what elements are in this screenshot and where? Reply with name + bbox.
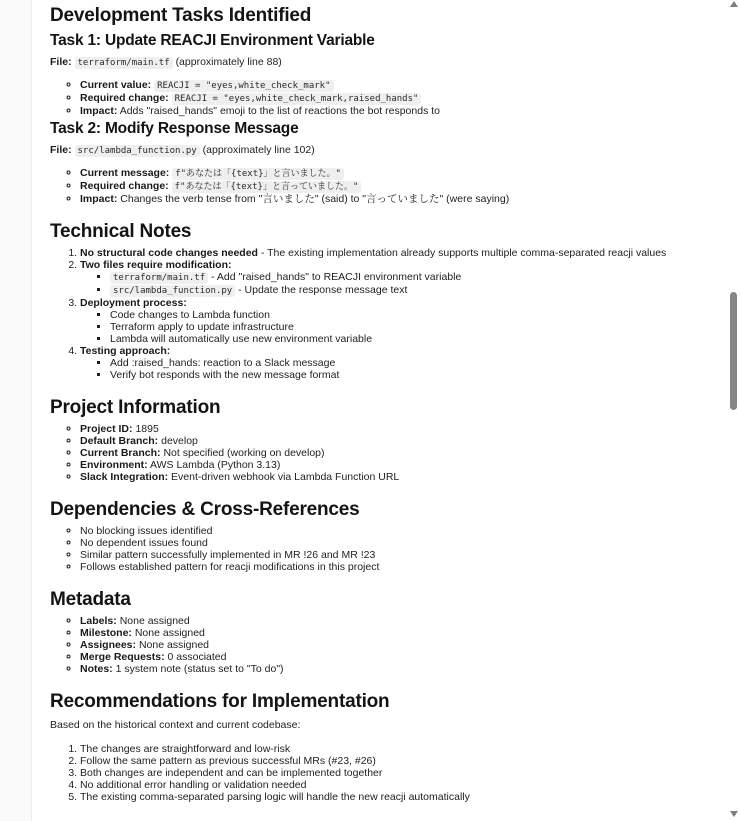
list-item: ▪ src/lambda_function.py - Update the response message text bbox=[110, 284, 720, 297]
list-item: 2. Follow the same pattern as previous successful MRs (#23, #26) bbox=[80, 755, 720, 767]
scroll-up-arrow-icon[interactable] bbox=[730, 1, 738, 7]
list-item: ◦ Follows established pattern for reacji modifications in this project bbox=[80, 561, 720, 573]
task1-title: Task 1: Update REACJI Environment Variable bbox=[50, 32, 375, 49]
list-item: ◦ Current Branch: Not specified (working on develop) bbox=[80, 447, 720, 459]
list-item: ▪ Code changes to Lambda function bbox=[110, 309, 720, 321]
list-item: ◦ Required change: f"あなたは「{text}」と言っていました。" bbox=[80, 180, 720, 193]
vertical-scrollbar[interactable] bbox=[728, 0, 740, 821]
list-item: ◦ Milestone: None assigned bbox=[80, 627, 720, 639]
task1-file: File: terraform/main.tf (approximately line 88) bbox=[50, 56, 282, 68]
list-item: ◦ Slack Integration: Event-driven webhook via Lambda Function URL bbox=[80, 471, 720, 483]
list-item: 2. Two files require modification: ▪ terraform/main.tf - Add "raised_hands" to REACJI environment variable ▪ src/lambda_function.py - Update the response message text bbox=[80, 259, 720, 297]
list-item: ◦ Labels: None assigned bbox=[80, 615, 720, 627]
scroll-down-arrow-icon[interactable] bbox=[730, 811, 738, 817]
list-item: 3. Both changes are independent and can be implemented together bbox=[80, 767, 720, 779]
list-item: ◦ Similar pattern successfully implemented in MR !26 and MR !23 bbox=[80, 549, 720, 561]
scrollbar-thumb[interactable] bbox=[730, 292, 737, 410]
list-item: ◦ Impact: Changes the verb tense from "言いました" (said) to "言っていました" (were saying) bbox=[80, 193, 720, 205]
list-item: 4. No additional error handling or validation needed bbox=[80, 779, 720, 791]
document-content bbox=[50, 0, 720, 803]
list-item: ▪ terraform/main.tf - Add "raised_hands" to REACJI environment variable bbox=[110, 271, 720, 284]
list-item: ◦ Current message: f"あなたは「{text}」と言いました。" bbox=[80, 167, 720, 180]
metadata-list bbox=[50, 615, 720, 675]
project-info-heading: Project Information bbox=[50, 397, 221, 418]
list-item: 1. The changes are straightforward and low-risk bbox=[80, 743, 720, 755]
list-item: ▪ Terraform apply to update infrastructure bbox=[110, 321, 720, 333]
metadata-heading: Metadata bbox=[50, 589, 131, 610]
list-item: ▪ Verify bot responds with the new message format bbox=[110, 369, 720, 381]
list-item: ◦ No dependent issues found bbox=[80, 537, 720, 549]
list-item: ◦ Impact: Adds "raised_hands" emoji to the list of reactions the bot responds to bbox=[80, 105, 720, 117]
task2-list bbox=[50, 167, 720, 205]
list-item: ◦ No blocking issues identified bbox=[80, 525, 720, 537]
project-info-list bbox=[50, 423, 720, 483]
dependencies-heading: Dependencies & Cross-References bbox=[50, 499, 360, 520]
list-item: ◦ Merge Requests: 0 associated bbox=[80, 651, 720, 663]
recommendations-intro: Based on the historical context and current codebase: bbox=[50, 719, 301, 731]
list-item: ◦ Assignees: None assigned bbox=[80, 639, 720, 651]
task1-list bbox=[50, 79, 720, 117]
list-item: ◦ Current value: REACJI = "eyes,white_check_mark" bbox=[80, 79, 720, 92]
recommendations-list bbox=[50, 743, 720, 803]
list-item: ◦ Required change: REACJI = "eyes,white_check_mark,raised_hands" bbox=[80, 92, 720, 105]
list-item: ◦ Default Branch: develop bbox=[80, 435, 720, 447]
task2-file-path: src/lambda_function.py bbox=[75, 145, 200, 157]
list-item: 3. Deployment process: ▪ Code changes to Lambda function ▪ Terraform apply to update infrastructure ▪ Lambda will automatically use new environment variable bbox=[80, 297, 720, 345]
list-item: ▪ Lambda will automatically use new environment variable bbox=[110, 333, 720, 345]
list-item: ◦ Notes: 1 system note (status set to "To do") bbox=[80, 663, 720, 675]
list-item: 4. Testing approach: ▪ Add :raised_hands: reaction to a Slack message ▪ Verify bot responds with the new message format bbox=[80, 345, 720, 381]
list-item: ▪ Add :raised_hands: reaction to a Slack message bbox=[110, 357, 720, 369]
task2-title: Task 2: Modify Response Message bbox=[50, 120, 299, 137]
list-item: 1. No structural code changes needed - The existing implementation already supports multiple comma-separated reacji values bbox=[80, 247, 720, 259]
list-item: 5. The existing comma-separated parsing logic will handle the new reacji automatically bbox=[80, 791, 720, 803]
list-item: ◦ Environment: AWS Lambda (Python 3.13) bbox=[80, 459, 720, 471]
task1-file-path: terraform/main.tf bbox=[75, 57, 173, 69]
technical-notes-list bbox=[50, 247, 720, 381]
task2-file: File: src/lambda_function.py (approximately line 102) bbox=[50, 144, 315, 156]
list-item: ◦ Project ID: 1895 bbox=[80, 423, 720, 435]
recommendations-heading: Recommendations for Implementation bbox=[50, 691, 390, 712]
dev-tasks-heading: Development Tasks Identified bbox=[50, 5, 312, 26]
left-pane bbox=[0, 0, 32, 821]
technical-notes-heading: Technical Notes bbox=[50, 221, 192, 242]
dependencies-list bbox=[50, 525, 720, 573]
